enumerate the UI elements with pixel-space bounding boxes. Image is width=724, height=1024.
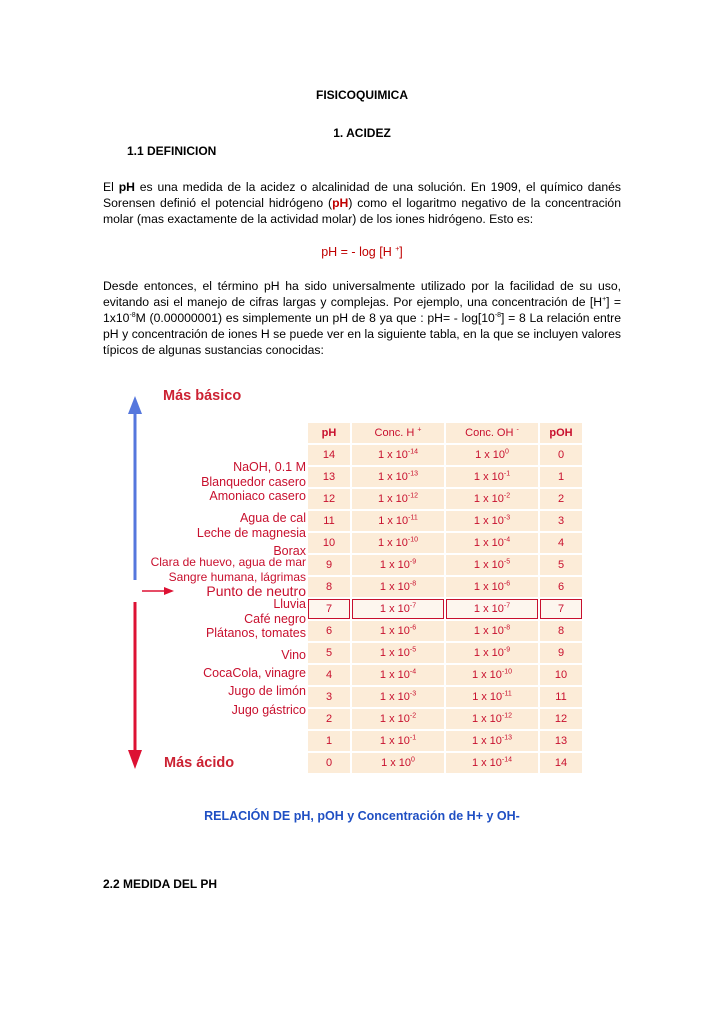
cell-conc-h: 1 x $10^{-5}$ [352, 643, 444, 663]
table-row [308, 533, 582, 553]
table-row [308, 731, 582, 751]
cell-poh: 3 [540, 511, 582, 531]
cell-conc-oh: 1 x $10^{-3}$ [446, 511, 538, 531]
cell-poh: 4 [540, 533, 582, 553]
ph-formula: pH = - log [H +] [321, 245, 403, 259]
para1-ph-red: pH [332, 196, 349, 210]
table-row [308, 643, 582, 663]
cell-conc-h: 1 x $10^{-8}$ [352, 577, 444, 597]
cell-conc-h: 1 x $10^{-7}$ [352, 599, 444, 619]
cell-poh: 1 [540, 467, 582, 487]
substance-label: Lluvia [273, 597, 306, 611]
cell-ph: 0 [308, 753, 350, 773]
cell-poh: 9 [540, 643, 582, 663]
cell-conc-oh: 1 x $10^{-4}$ [446, 533, 538, 553]
table-row [308, 489, 582, 509]
substance-label: NaOH, 0.1 M [233, 460, 306, 474]
cell-poh: 7 [540, 599, 582, 619]
cell-poh: 12 [540, 709, 582, 729]
cell-conc-h: 1 x $10^{-3}$ [352, 687, 444, 707]
cell-poh: 14 [540, 753, 582, 773]
table-row [308, 687, 582, 707]
cell-conc-oh: 1 x $10^{-14}$ [446, 753, 538, 773]
para1-text-3: ) como el logaritmo negativo de la concentración molar (mas exactamente de la actividad molar) de los iones hidrógeno. Esto es: [103, 196, 621, 226]
cell-conc-oh: 1 x $10^{-10}$ [446, 665, 538, 685]
usage-paragraph: Desde entonces, el término pH ha sido universalmente utilizado por la facilidad de su uso, evitando asi el manejo de cifras largas y complejas. Por ejemplo, una concentración de $[H^+] = 1x10^{-8}M$ (0.00000001) es simplemente un pH de 8 ya que : $pH= - \log[10^{-8}] = 8$ La relación entre pH y concentración de iones H se puede ver en la siguiente tabla, en la que se incluyen valores típicos de algunas sustancias conocidas: [103, 279, 621, 357]
table-row [308, 511, 582, 531]
table-row [308, 445, 582, 465]
header-conc-h: Conc. H + [352, 423, 444, 443]
cell-conc-h: 1 x $10^{-14}$ [352, 445, 444, 465]
cell-poh: 13 [540, 731, 582, 751]
table-row-neutral [308, 599, 582, 619]
substance-label: Blanquedor casero [201, 475, 306, 489]
subsection-heading: 1.1 DEFINICION [127, 144, 217, 158]
para1-text-2: es una medida de la acidez o alcalinidad de una solución. En 1909, el químico danés Sorensen definió el potencial hidrógeno ( [103, 180, 621, 210]
cell-conc-h: 1 x $10^{-4}$ [352, 665, 444, 685]
cell-conc-oh: 1 x $10^{-12}$ [446, 709, 538, 729]
cell-conc-oh: 1 x $10^{-7}$ [446, 599, 538, 619]
cell-conc-h: 1 x $10^{-1}$ [352, 731, 444, 751]
table-row [308, 621, 582, 641]
table-row [308, 753, 582, 773]
substance-label: Agua de cal [239, 511, 306, 525]
table-row [308, 709, 582, 729]
cell-conc-oh: 1 x $10^{-1}$ [446, 467, 538, 487]
header-poh: pOH [540, 423, 582, 443]
cell-conc-oh: 1 x $10^{-8}$ [446, 621, 538, 641]
more-basic-label: Más básico [163, 388, 242, 404]
definition-paragraph [103, 179, 621, 227]
cell-conc-oh: 1 x $10^{-6}$ [446, 577, 538, 597]
cell-poh: 5 [540, 555, 582, 575]
table-row [308, 665, 582, 685]
cell-conc-oh: 1 x $10^0$ [446, 445, 538, 465]
cell-conc-h: 1 x $10^{-10}$ [352, 533, 444, 553]
table-row [308, 555, 582, 575]
substance-label: Jugo gástrico [231, 703, 306, 717]
cell-ph: 13 [308, 467, 350, 487]
substance-label: Jugo de limón [228, 684, 306, 698]
neutral-point-label: Punto de neutro [206, 583, 306, 599]
cell-ph: 12 [308, 489, 350, 509]
cell-conc-oh: 1 x $10^{-13}$ [446, 731, 538, 751]
cell-ph: 5 [308, 643, 350, 663]
substance-label: Amoniaco casero [209, 489, 306, 503]
cell-conc-oh: 1 x $10^{-2}$ [446, 489, 538, 509]
ph-table-body [308, 445, 582, 773]
cell-ph: 1 [308, 731, 350, 751]
cell-poh: 8 [540, 621, 582, 641]
section-heading: 1. ACIDEZ [333, 126, 391, 140]
cell-ph: 7 [308, 599, 350, 619]
cell-conc-oh: 1 x $10^{-11}$ [446, 687, 538, 707]
ph-scale-figure [126, 384, 596, 774]
substance-label: Borax [273, 544, 306, 558]
cell-conc-h: 1 x $10^{-9}$ [352, 555, 444, 575]
substance-label: Café negro [244, 612, 306, 626]
substance-label: Clara de huevo, agua de mar [150, 555, 306, 569]
cell-conc-h: 1 x $10^{-11}$ [352, 511, 444, 531]
cell-poh: 6 [540, 577, 582, 597]
cell-conc-h: 1 x $10^{-2}$ [352, 709, 444, 729]
cell-poh: 0 [540, 445, 582, 465]
cell-poh: 10 [540, 665, 582, 685]
table-row [308, 467, 582, 487]
cell-conc-h: 1 x $10^{-13}$ [352, 467, 444, 487]
header-ph: pH [308, 423, 350, 443]
cell-ph: 10 [308, 533, 350, 553]
table-row [308, 577, 582, 597]
document-title: FISICOQUIMICA [316, 88, 408, 102]
substance-label: Vino [281, 648, 306, 662]
cell-conc-oh: 1 x $10^{-9}$ [446, 643, 538, 663]
cell-ph: 6 [308, 621, 350, 641]
cell-ph: 8 [308, 577, 350, 597]
cell-poh: 2 [540, 489, 582, 509]
next-section-heading: 2.2 MEDIDA DEL PH [103, 877, 218, 891]
more-acidic-label: Más ácido [164, 755, 235, 771]
cell-conc-oh: 1 x $10^{-5}$ [446, 555, 538, 575]
para1-text-1: El [103, 180, 119, 194]
cell-conc-h: 1 x $10^{-6}$ [352, 621, 444, 641]
cell-ph: 3 [308, 687, 350, 707]
cell-poh: 11 [540, 687, 582, 707]
substance-label: Sangre humana, lágrimas [168, 570, 306, 584]
ph-table-header [308, 423, 582, 443]
para1-ph-bold: pH [118, 180, 135, 194]
cell-ph: 9 [308, 555, 350, 575]
cell-ph: 14 [308, 445, 350, 465]
substance-label: CocaCola, vinagre [203, 666, 306, 680]
ph-table [306, 421, 584, 775]
figure-caption: RELACIÓN DE pH, pOH y Concentración de H+ y OH- [204, 809, 520, 823]
substance-label: Plátanos, tomates [205, 626, 306, 640]
substance-labels [126, 384, 306, 774]
cell-ph: 2 [308, 709, 350, 729]
cell-conc-h: 1 x $10^{-12}$ [352, 489, 444, 509]
cell-ph: 11 [308, 511, 350, 531]
header-conc-oh: Conc. OH - [446, 423, 538, 443]
cell-ph: 4 [308, 665, 350, 685]
substance-label: Leche de magnesia [196, 526, 306, 540]
cell-conc-h: 1 x $10^0$ [352, 753, 444, 773]
